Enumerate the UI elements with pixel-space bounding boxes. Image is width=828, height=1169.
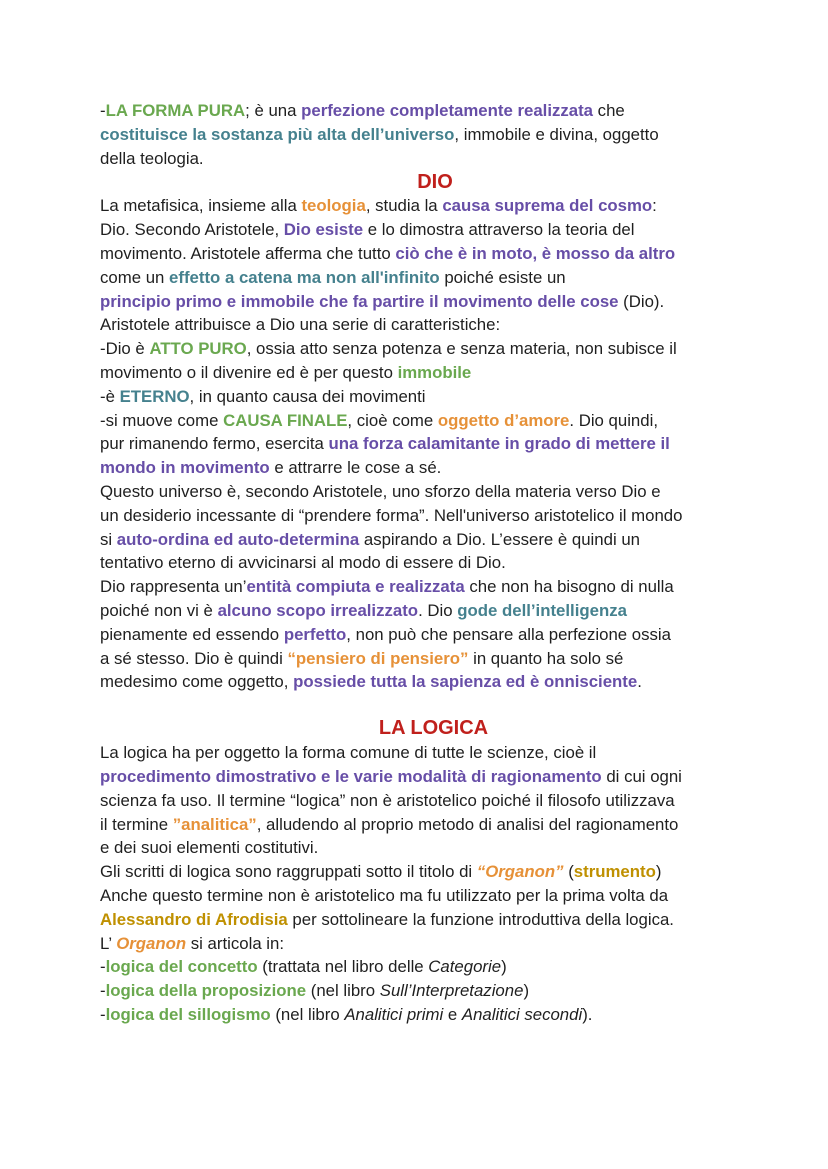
text-line: Gli scritti di logica sono raggruppati sotto il titolo di “Organon” (strumento) [100,862,662,882]
text-line: La metafisica, insieme alla teologia, studia la causa suprema del cosmo: [100,196,657,216]
text-line: come un effetto a catena ma non all'infinito poiché esiste un [100,267,566,287]
text-line: poiché non vi è alcuno scopo irrealizzato. Dio gode dell’intelligenza [100,600,627,620]
text-line: della teologia. [100,148,204,168]
text-line: e dei suoi elementi costitutivi. [100,838,319,858]
text-line: Aristotele attribuisce a Dio una serie di caratteristiche: [100,315,501,335]
list-item: -logica del sillogismo (nel libro Analitici primi e Analitici secondi). [100,1004,593,1024]
text-line: movimento. Aristotele afferma che tutto ciò che è in moto, è mosso da altro [100,243,676,263]
text-line: il termine ”analitica”, alludendo al proprio metodo di analisi del ragionamento [100,814,679,834]
text-line: La logica ha per oggetto la forma comune di tutte le scienze, cioè il [100,743,597,763]
list-item: -logica della proposizione (nel libro Sull’Interpretazione) [100,981,530,1001]
text-line: a sé stesso. Dio è quindi “pensiero di pensiero” in quanto ha solo sé [100,648,624,668]
text-line: Questo universo è, secondo Aristotele, uno sforzo della materia verso Dio e [100,481,661,501]
text-line: L’ Organon si articola in: [100,933,285,953]
text-line: costituisce la sostanza più alta dell’universo, immobile e divina, oggetto [100,124,659,144]
text-line: un desiderio incessante di “prendere forma”. Nell'universo aristotelico il mondo [100,505,683,525]
text-line: mondo in movimento e attrarre le cose a sé. [100,458,442,478]
heading-logica: LA LOGICA [378,717,489,740]
text-line: principio primo e immobile che fa partire il movimento delle cose (Dio). [100,291,665,311]
text-line: -Dio è ATTO PURO, ossia atto senza potenza e senza materia, non subisce il [100,339,677,359]
text-line: Anche questo termine non è aristotelico ma fu utilizzato per la prima volta da [100,885,669,905]
text-line: Dio rappresenta un’entità compiuta e realizzata che non ha bisogno di nulla [100,577,674,597]
text-line: scienza fa uso. Il termine “logica” non è aristotelico poiché il filosofo utilizzava [100,790,675,810]
text-line: tentativo eterno di avvicinarsi al modo di essere di Dio. [100,553,506,573]
text-line: movimento o il divenire ed è per questo immobile [100,362,472,382]
text-line: -LA FORMA PURA; è una perfezione completamente realizzata che [100,101,625,120]
heading-dio: DIO [417,171,453,194]
text-line: pienamente ed essendo perfetto, non può che pensare alla perfezione ossia [100,624,671,644]
text-line: procedimento dimostrativo e le varie modalità di ragionamento di cui ogni [100,766,682,786]
text-line: -si muove come CAUSA FINALE, cioè come oggetto d’amore. Dio quindi, [100,410,658,430]
text-line: Dio. Secondo Aristotele, Dio esiste e lo dimostra attraverso la teoria del [100,220,635,240]
text-line: medesimo come oggetto, possiede tutta la sapienza ed è onnisciente. [100,672,642,692]
text-line: pur rimanendo fermo, esercita una forza calamitante in grado di mettere il [100,434,670,454]
list-item: -logica del concetto (trattata nel libro delle Categorie) [100,957,507,977]
text-line: si auto-ordina ed auto-determina aspirando a Dio. L’essere è quindi un [100,529,641,549]
document-page [100,99,740,1027]
text-line: Alessandro di Afrodisia per sottolineare la funzione introduttiva della logica. [100,909,674,929]
text-line: -è ETERNO, in quanto causa dei movimenti [100,386,426,406]
